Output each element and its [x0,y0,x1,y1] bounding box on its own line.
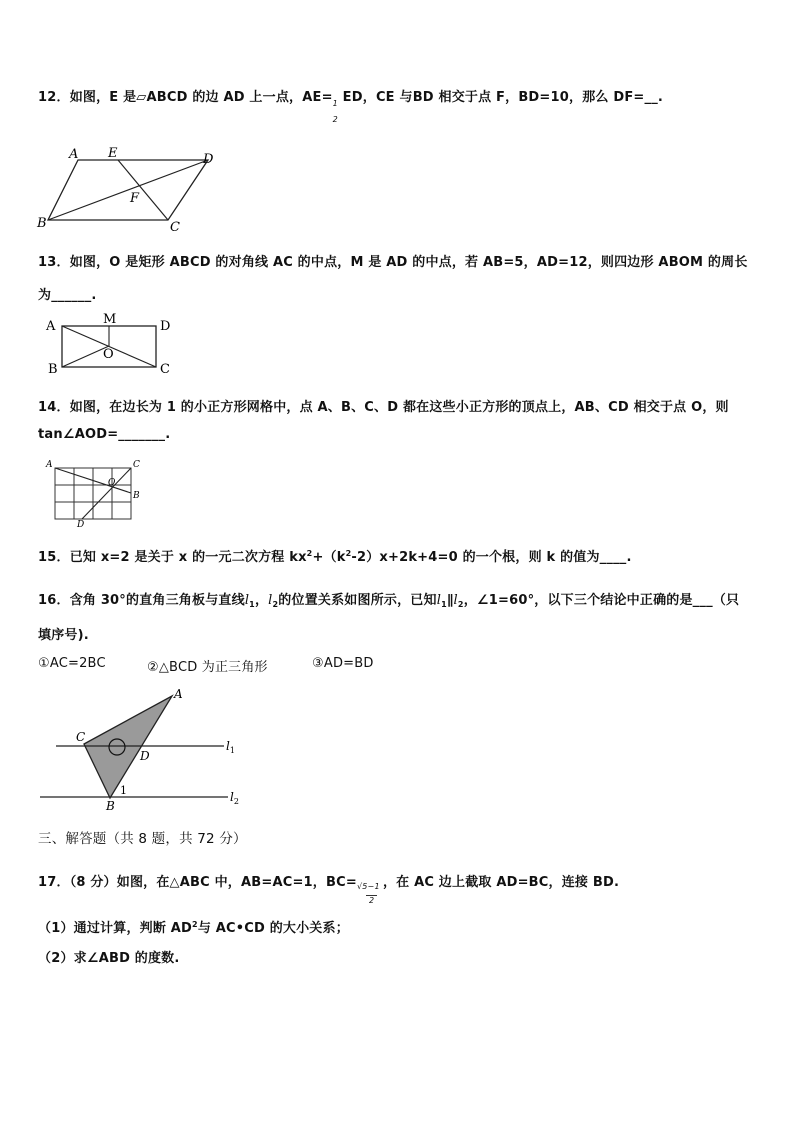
q17-sub1 [38,917,349,936]
label-e: E [108,146,118,161]
q13-line2: 为______. [38,288,97,303]
label-a: A [69,147,79,162]
q12-fraction [332,97,343,124]
q16-option-3: ③AD=BD [312,656,374,671]
label-b: B [37,216,47,231]
figure-16-triangle [36,684,252,814]
segment-ce [118,160,168,220]
q17-frac-num: √5−1 [356,882,380,891]
label-l1: $l_1$ [226,739,235,755]
q16-line1 [38,589,739,609]
q16-l1-sub: 1 [249,600,255,609]
q15-text [38,546,632,565]
diagonal-bd [48,160,208,220]
q14-line1: 14．如图，在边长为 1 的小正方形网格中，点 A、B、C、D 都在这些小正方形的顶点上，AB、CD 相交于点 O，则 [38,400,729,415]
figure-14-grid [44,457,148,529]
label-d: D [160,319,171,334]
q16-option-2: ②△BCD 为正三角形 [147,660,268,675]
label-a: A [174,687,183,701]
q15-part3: -2）x+2k+4=0 的一个根，则 k 的值为____. [351,550,632,565]
label-b: B [106,799,115,813]
label-b: B [48,362,58,377]
label-c: C [170,220,180,235]
label-c: C [160,362,170,377]
q16-option-1: ①AC=2BC [38,656,106,671]
q16-part1: 16．含角 30°的直角三角板与直线 [38,593,245,608]
q17-sub1-sup: 2 [192,920,198,929]
label-f: F [130,191,140,206]
q13-line1: 13．如图，O 是矩形 ABCD 的对角线 AC 的中点，M 是 AD 的中点，若 AB=5，AD=12，则四边形 ABOM 的周长 [38,255,748,270]
q16-part3: 的位置关系如图所示，已知 [278,593,437,608]
q16-l4: l [453,593,458,608]
label-o: O [103,347,114,362]
label-c: C [76,730,86,744]
q17-sub1-b: 与 AC•CD 的大小关系； [197,921,349,936]
label-angle-1: 1 [120,784,127,797]
q12-part2: ED，CE 与BD 相交于点 F，BD=10，那么 DF=__. [342,90,664,105]
section-3-heading: 三、解答题（共 8 题，共 72 分） [38,831,247,847]
q16-l2: l [268,593,273,608]
q12-frac-num: 1 [332,99,338,108]
q16-l4-sub: 2 [457,600,464,609]
label-c: C [133,460,140,470]
q16-l3-sub: 1 [441,600,447,609]
label-l2: $l_2$ [230,790,239,806]
q12-frac-den: 2 [332,115,338,124]
square-grid [55,468,131,519]
q15-sup1: 2 [306,549,313,558]
label-b: B [133,491,140,501]
label-a: A [46,319,56,334]
label-o: O [108,478,116,488]
segment-cd [82,468,131,519]
segment-bo [62,346,109,367]
q16-l1: l [244,593,250,608]
triangle-ruler [84,696,172,798]
q15-part1: 15．已知 x=2 是关于 x 的一元二次方程 kx [38,550,307,565]
figure-12-parallelogram [36,144,222,236]
q15-sup2: 2 [345,549,352,558]
q16-line2: 填序号). [38,628,89,643]
q17-sub2: （2）求∠ABD 的度数. [38,951,180,966]
q17-fraction [356,882,383,905]
q17-text [38,871,620,905]
q16-part2: ， [254,593,269,608]
q16-l3: l [436,593,442,608]
q14-line2: tan∠AOD=_______. [38,427,171,442]
q16-parallel: ∥ [446,593,454,608]
q17-part1: 17．（8 分）如图，在△ABC 中，AB=AC=1，BC= [38,875,357,890]
label-d: D [77,520,85,529]
q17-sub1-a: （1）通过计算，判断 AD [38,921,193,936]
q17-frac-den: 2 [366,895,377,905]
label-d: D [140,749,150,763]
label-m: M [103,312,117,327]
q17-part2: ，在 AC 边上截取 AD=BC，连接 BD. [382,875,620,890]
q15-part2: +（k [312,550,346,565]
q12-text [38,86,664,124]
figure-13-rectangle [40,310,180,378]
q12-part1: 12．如图，E 是▱ABCD 的边 AD 上一点，AE= [38,90,333,105]
label-d: D [203,152,214,167]
q16-l2-sub: 2 [272,600,279,609]
label-a: A [46,460,53,470]
q16-part4: ，∠1=60°，以下三个结论中正确的是___（只 [463,593,740,608]
